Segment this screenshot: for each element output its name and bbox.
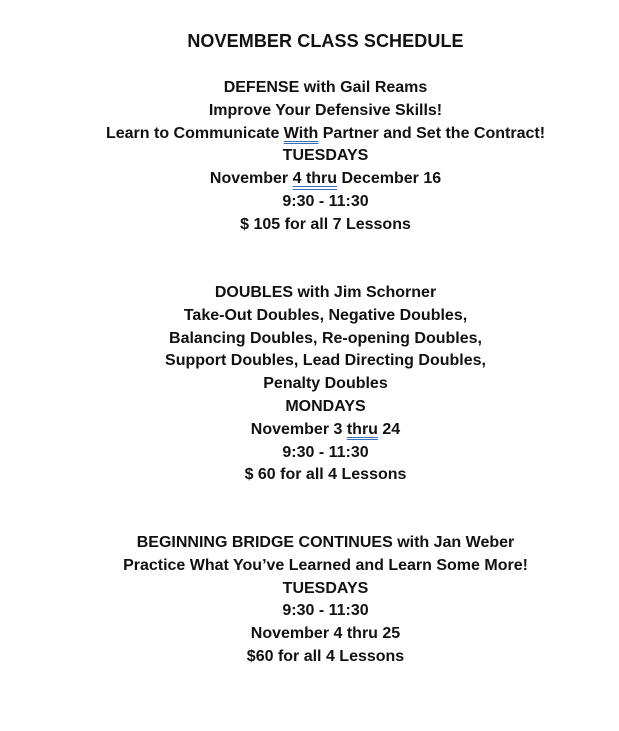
text-fragment: Learn to Communicate xyxy=(105,124,284,142)
text-fragment: November 3 xyxy=(250,420,347,438)
proofing-marked-text: 4 thru xyxy=(292,170,338,188)
class-dates: November 4 thru 25 xyxy=(250,625,401,643)
class-dates xyxy=(0,419,619,442)
class-price: $ 60 for all 4 Lessons xyxy=(244,466,407,484)
class-time: 9:30 - 11:30 xyxy=(282,192,369,210)
text-fragment: November xyxy=(209,170,293,188)
page-title: NOVEMBER CLASS SCHEDULE xyxy=(187,31,464,51)
class-beginning-bridge xyxy=(0,532,619,669)
class-doubles xyxy=(0,282,619,487)
class-topic: Support Doubles, Lead Directing Doubles, xyxy=(165,352,486,370)
class-day: TUESDAYS xyxy=(282,579,369,597)
text-fragment: 24 xyxy=(377,420,401,438)
proofing-marked-text: With xyxy=(283,124,319,142)
text-fragment: December 16 xyxy=(337,170,442,188)
class-defense xyxy=(0,77,619,237)
class-price: $60 for all 4 Lessons xyxy=(246,647,405,665)
class-price: $ 105 for all 7 Lessons xyxy=(240,215,411,233)
class-time: 9:30 - 11:30 xyxy=(282,602,369,620)
class-day: MONDAYS xyxy=(285,397,366,415)
text-fragment: Partner and Set the Contract! xyxy=(318,124,546,142)
class-heading: DOUBLES with Jim Schorner xyxy=(214,284,437,301)
class-topic: Balancing Doubles, Re-opening Doubles, xyxy=(169,329,482,347)
class-description: Practice What You’ve Learned and Learn Some More! xyxy=(123,556,528,574)
class-topic: Penalty Doubles xyxy=(263,375,388,393)
class-description: Improve Your Defensive Skills! xyxy=(208,101,443,119)
class-heading: DEFENSE with Gail Reams xyxy=(223,79,428,96)
class-description xyxy=(0,123,619,146)
class-topic: Take-Out Doubles, Negative Doubles, xyxy=(183,306,468,324)
class-heading: BEGINNING BRIDGE CONTINUES with Jan Weber xyxy=(136,534,515,551)
proofing-marked-text: thru xyxy=(346,420,378,438)
class-time: 9:30 - 11:30 xyxy=(282,443,369,461)
class-dates xyxy=(0,168,619,191)
class-day: TUESDAYS xyxy=(282,147,369,165)
